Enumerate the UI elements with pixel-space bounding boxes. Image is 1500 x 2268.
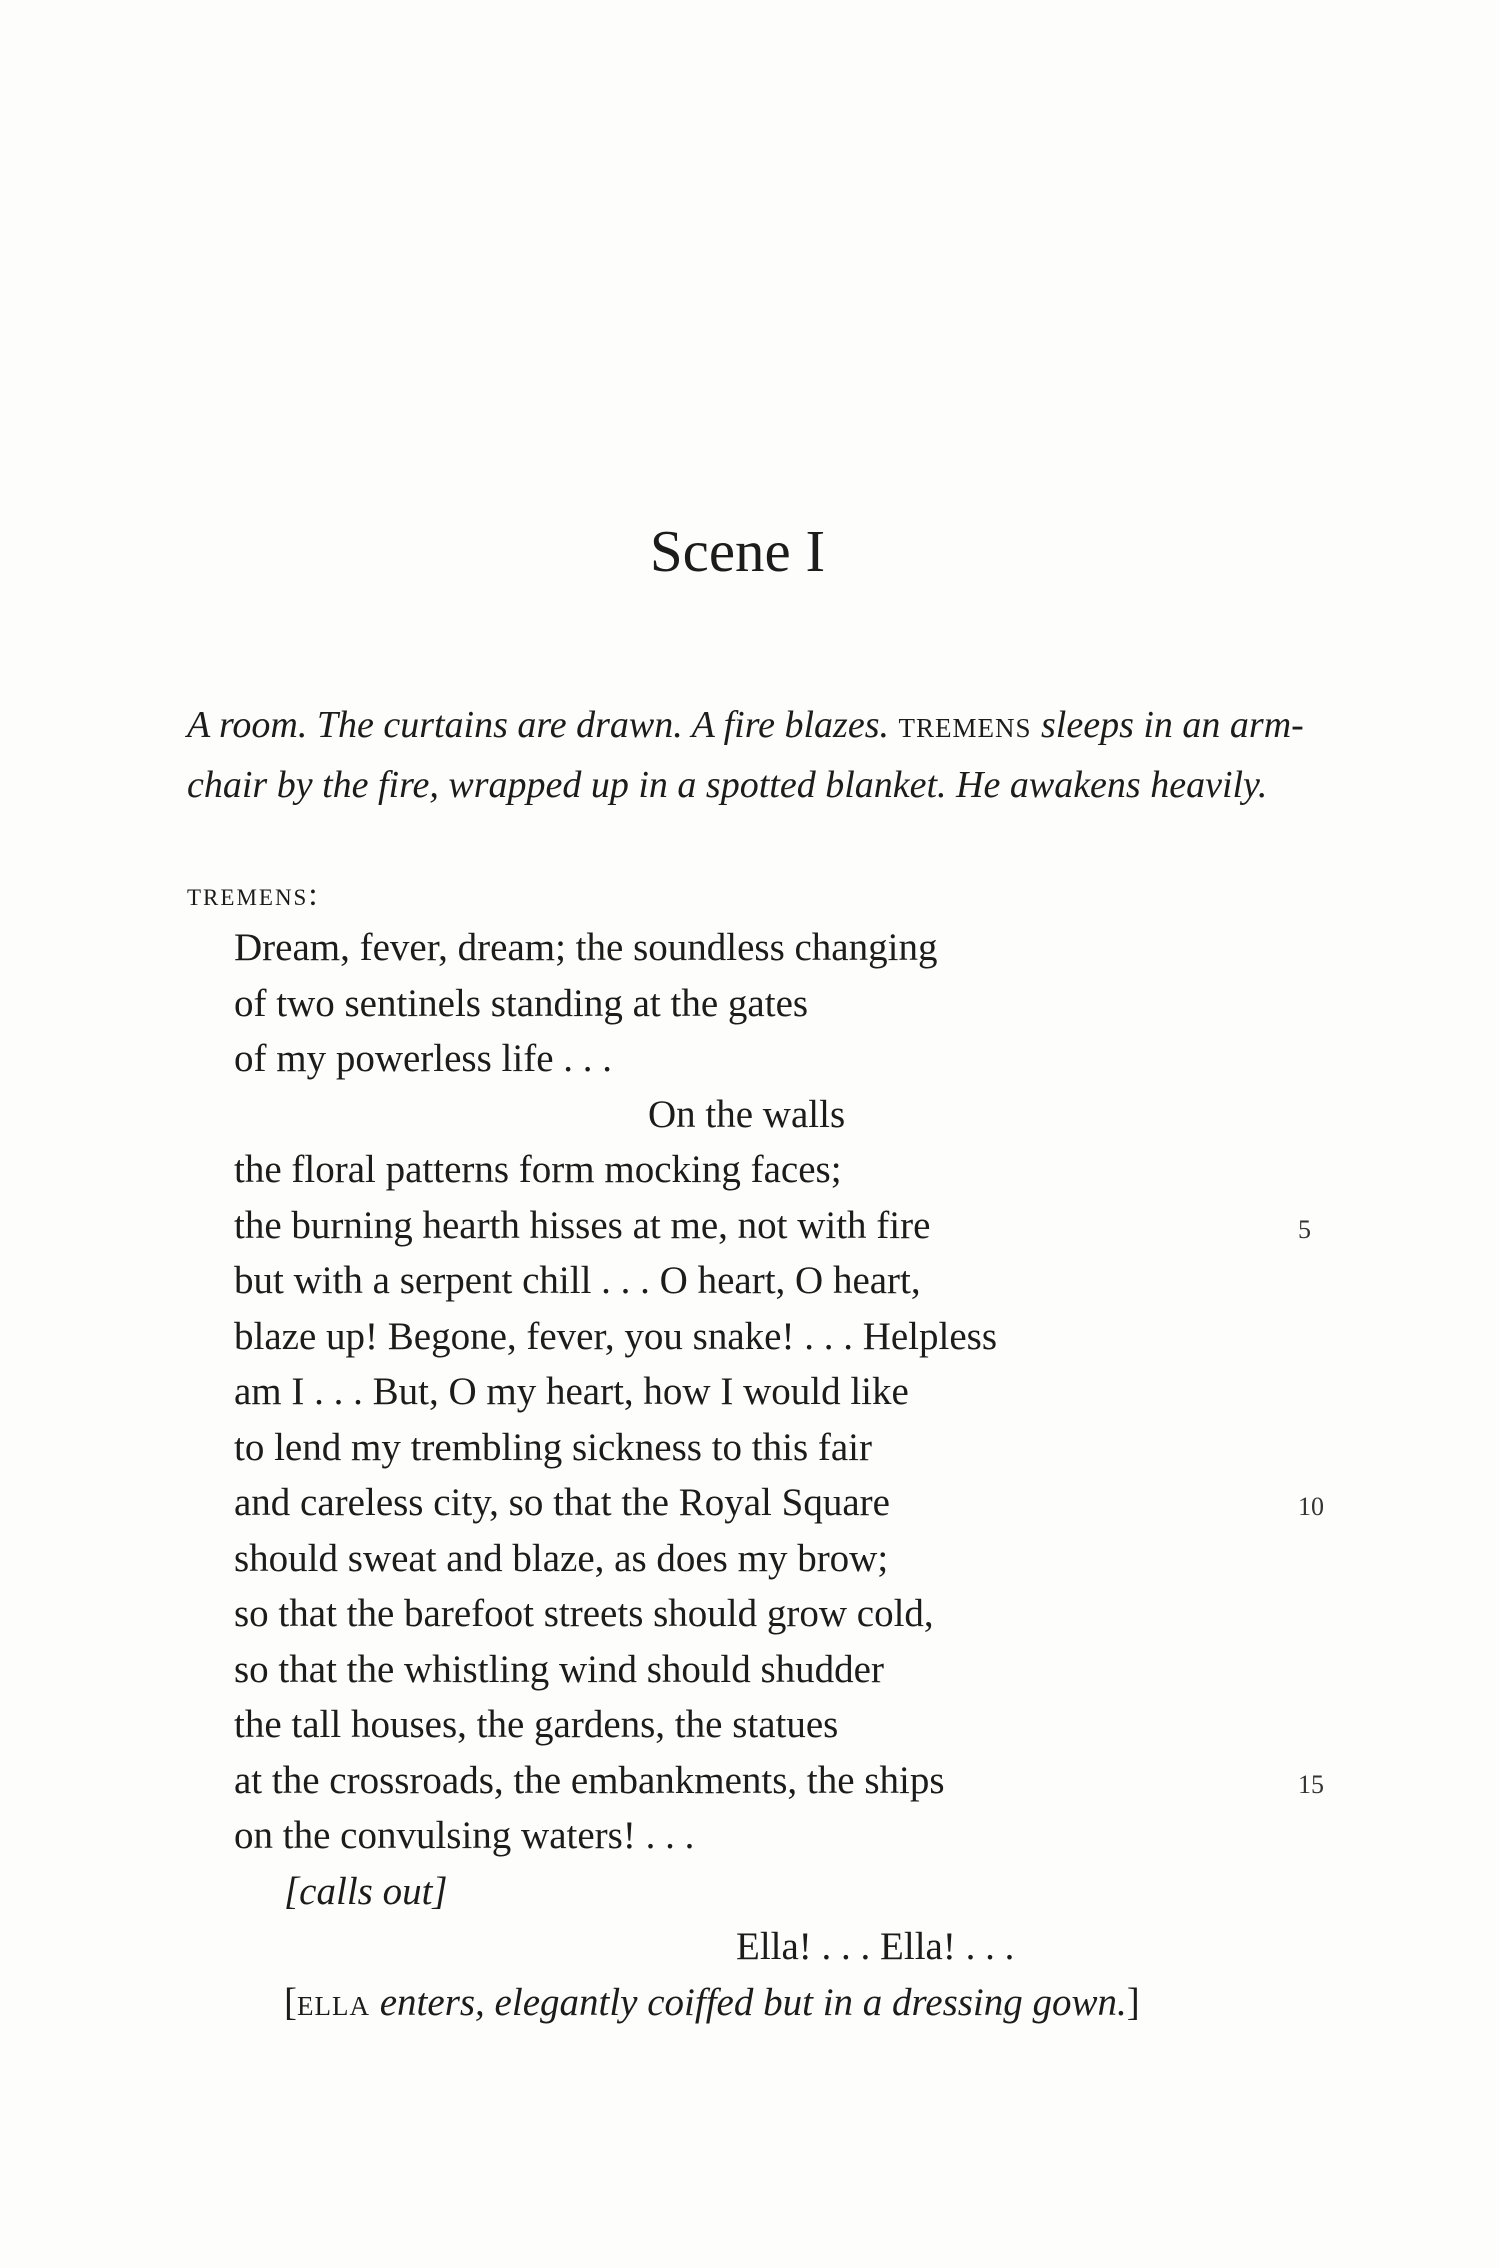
verse-text: so that the whistling wind should shudder: [234, 1647, 884, 1691]
close-bracket: ]: [1126, 1980, 1140, 2024]
verse-text: to lend my trembling sickness to this fair: [234, 1425, 872, 1469]
verse-text: the floral patterns form mocking faces;: [234, 1148, 842, 1191]
verse-line: [0, 1031, 1500, 1087]
verse-line: [0, 1808, 1500, 1864]
verse-text: of two sentinels standing at the gates: [234, 981, 809, 1025]
verse-text: On the walls: [648, 1092, 846, 1136]
verse-line: [0, 1420, 1500, 1476]
verse-line: [0, 976, 1500, 1032]
speaker-label: tremens:: [187, 877, 320, 913]
stage-direction-text: sleeps in an arm-: [1031, 704, 1304, 746]
verse-text: but with a serpent chill . . . O heart, O heart,: [234, 1259, 921, 1302]
verse-block: [0, 920, 1500, 2030]
verse-text: on the convulsing waters! . . .: [234, 1814, 695, 1857]
verse-text: am I . . . But, O my heart, how I would like: [234, 1370, 909, 1413]
line-number: 15: [1298, 1769, 1324, 1799]
verse-line: [0, 1697, 1500, 1753]
verse-line: [0, 1198, 1500, 1254]
verse-text: Dream, fever, dream; the soundless changing: [234, 926, 938, 969]
verse-line: [0, 1586, 1500, 1642]
stage-direction-line-1: [187, 695, 1337, 755]
verse-line: [0, 1919, 1500, 1975]
final-stage-direction: [0, 1975, 1500, 2031]
verse-line: [0, 1253, 1500, 1309]
stage-direction-line-2: chair by the fire, wrapped up in a spotted blanket. He awakens heavily.: [187, 764, 1268, 806]
verse-text: the tall houses, the gardens, the statues: [234, 1703, 839, 1746]
verse-text: so that the barefoot streets should grow cold,: [234, 1592, 934, 1635]
verse-line: [0, 920, 1500, 976]
open-bracket: [: [284, 1980, 297, 2024]
verse-text: Ella! . . . Ella! . . .: [736, 1925, 1015, 1968]
verse-line: [0, 1642, 1500, 1698]
verse-line: [0, 1309, 1500, 1365]
stage-cue-line: [0, 1864, 1500, 1920]
verse-line: [0, 1531, 1500, 1587]
verse-line: [0, 1142, 1500, 1198]
final-stage-direction-text: [284, 1975, 1140, 2031]
final-direction-rest: enters, elegantly coiffed but in a dressing gown.: [369, 1980, 1127, 2024]
line-number: 5: [1298, 1214, 1311, 1244]
line-number: 10: [1298, 1492, 1324, 1521]
verse-text: the burning hearth hisses at me, not with fire: [234, 1203, 931, 1247]
stage-direction-text: A room. The curtains are drawn. A fire blazes.: [187, 704, 899, 746]
verse-line: [0, 1364, 1500, 1420]
verse-text: blaze up! Begone, fever, you snake! . . . Helpless: [234, 1314, 998, 1358]
verse-text: should sweat and blaze, as does my brow;: [234, 1536, 889, 1580]
scene-title: Scene I: [649, 518, 826, 584]
verse-line: [0, 1475, 1500, 1531]
character-name-tremens: tremens: [898, 704, 1032, 746]
verse-text: and careless city, so that the Royal Square: [234, 1481, 890, 1524]
character-name-ella: ella: [297, 1980, 370, 2024]
verse-text: of my powerless life . . .: [234, 1037, 613, 1080]
opening-stage-direction: [187, 695, 1337, 815]
verse-line: [0, 1753, 1500, 1809]
stage-cue: [calls out]: [284, 1869, 448, 1913]
verse-line: [0, 1087, 1500, 1143]
verse-text: at the crossroads, the embankments, the ships: [234, 1758, 945, 1802]
